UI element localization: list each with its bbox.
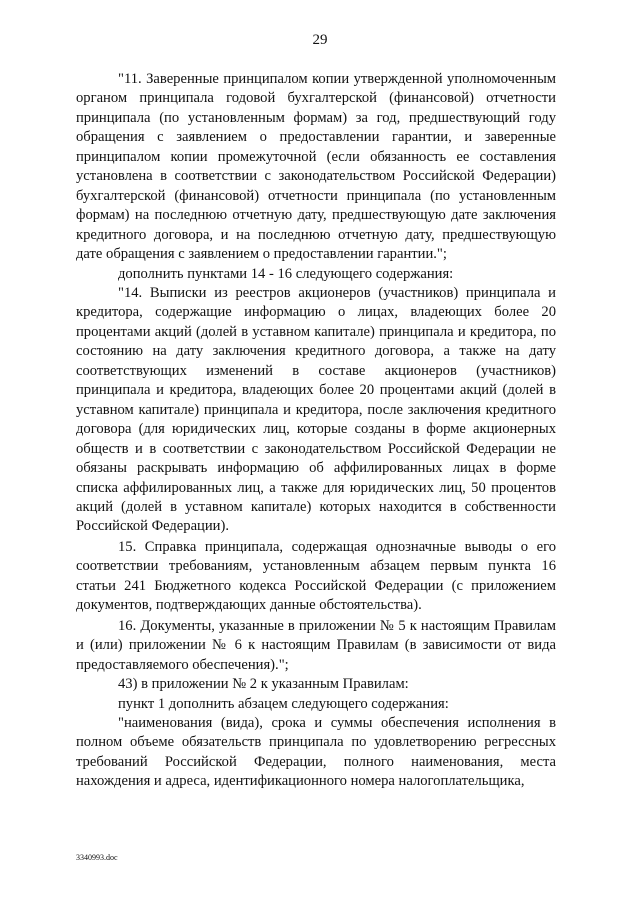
paragraph-amend-instruction: дополнить пунктами 14 - 16 следующего содержания: [118, 265, 454, 282]
paragraph-item-11: "11. Заверенные принципалом копии утвержденной уполномоченным органом принципала годовой бухгалтерской (финансовой) отчетности принципала (по установленным формам) за год, предшествующий году обращения с заявлением о предоставлении гарантии, и заверенные принципалом копии промежуточной (если обязанность ее составления установлена в соответствии с законодательством Российской Федерации) бухгалтерской (финансовой) отчетности принципала (по установленным формам) на последнюю отчетную дату, предшествующую дате заключения кредитного договора, и на последнюю отчетную дату, предшествующую дате обращения с заявлением о предоставлении гарантии."; [76, 71, 556, 263]
paragraph-item-15: 15. Справка принципала, содержащая однозначные выводы о его соответствии требованиям, установленным абзацем первым пункта 16 статьи 241 Бюджетного кодекса Российской Федерации (с приложением документов, подтверждающих данные обстоятельства). [76, 538, 556, 614]
paragraph-item-16: 16. Документы, указанные в приложении № 5 к настоящим Правилам и (или) приложении № 6 к настоящим Правилам (в зависимости от вида предоставляемого обеспечения)."; [76, 617, 556, 673]
paragraph-point-1-instruction: пункт 1 дополнить абзацем следующего содержания: [118, 695, 449, 712]
document-body [76, 70, 556, 792]
page-number: 29 [312, 32, 328, 48]
paragraph-section-43: 43) в приложении № 2 к указанным Правилам: [118, 676, 409, 693]
paragraph-new-clause: "наименования (вида), срока и суммы обеспечения исполнения в полном объеме обязательств принципала по удовлетворению регрессных требований Российской Федерации, полного наименования, места нахождения и адреса, идентификационного номера налогоплательщика, [76, 714, 556, 790]
footer-filename: 3340993.doc [76, 853, 118, 862]
paragraph-item-14: "14. Выписки из реестров акционеров (участников) принципала и кредитора, содержащие информацию о лицах, владеющих более 20 процентами акций (долей в уставном капитале) принципала и кредитора, по состоянию на дату заключения кредитного договора, а также на дату соответствующих изменений в составе акционеров (участников) принципала и кредитора, владеющих более 20 процентами акций (долей в уставном капитале) принципала и кредитора, после заключения кредитного договора (для юридических лиц, которые созданы в форме акционерных обществ и в соответствии с законодательством Российской Федерации не обязаны раскрывать информацию об аффилированных лицах в форме списка аффилированных лиц, а также для юридических лиц, 50 процентов акций (долей в уставном капитале) которых находится в собственности Российской Федерации). [76, 284, 556, 535]
